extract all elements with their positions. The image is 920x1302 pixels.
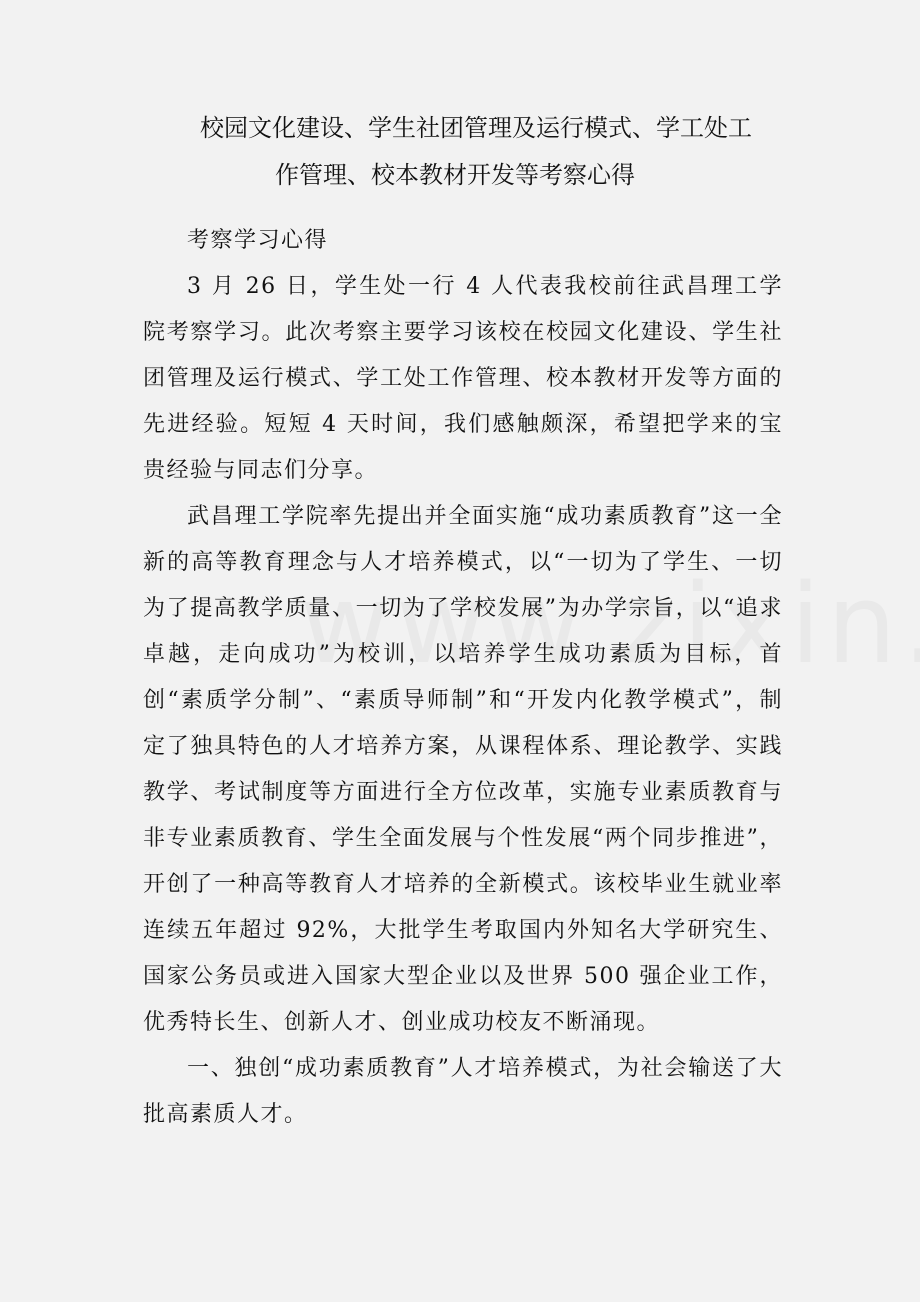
paragraph-point-one: 一、独创“成功素质教育”人才培养模式，为社会输送了大批高素质人才。 (143, 1056, 783, 1127)
document-title-line-1: 校园文化建设、学生社团管理及运行模式、学工处工 (200, 114, 752, 142)
document-body (143, 218, 783, 1138)
paragraph-intro: 3 月 26 日，学生处一行 4 人代表我校前往武昌理工学院考察学习。此次考察主要学习该校在校园文化建设、学生社团管理及运行模式、学工处工作管理、校本教材开发等方面的先进经验。短短 4 天时间，我们感触颇深，希望把学来的宝贵经验与同志们分享。 (143, 274, 783, 483)
paragraph-school-overview: 武昌理工学院率先提出并全面实施“成功素质教育”这一全新的高等教育理念与人才培养模式，以“一切为了学生、一切为了提高教学质量、一切为了学校发展”为办学宗旨，以“追求卓越，走向成功”为校训，以培养学生成功素质为目标，首创“素质学分制”、“素质导师制”和“开发内化教学模式”，制定了独具特色的人才培养方案，从课程体系、理论教学、实践教学、考试制度等方面进行全方位改革，实施专业素质教育与非专业素质教育、学生全面发展与个性发展“两个同步推进”，开创了一种高等教育人才培养的全新模式。该校毕业生就业率连续五年超过 92%，大批学生考取国内外知名大学研究生、国家公务员或进入国家大型企业以及世界 500 强企业工作，优秀特长生、创新人才、创业成功校友不断涌现。 (143, 504, 783, 1035)
section-heading: 考察学习心得 (187, 228, 329, 253)
document-title-line-2: 作管理、校本教材开发等考察心得 (275, 161, 635, 189)
